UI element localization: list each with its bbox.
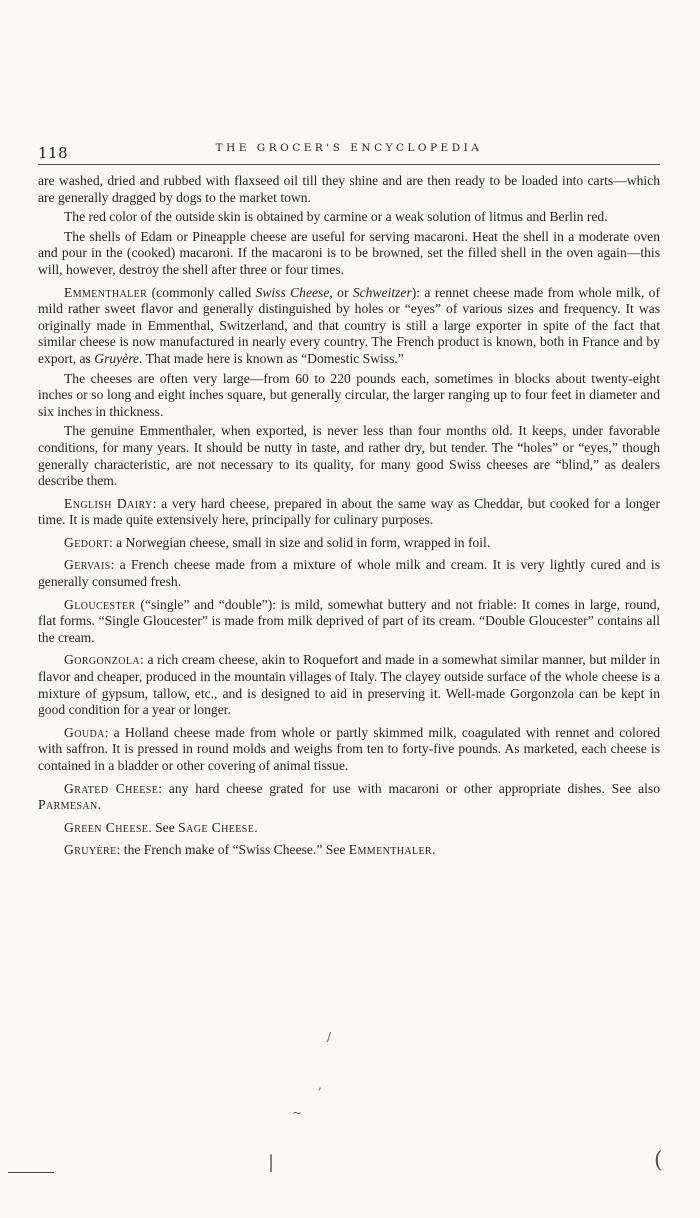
paragraph: The cheeses are often very large—from 60 to 220 pounds each, sometimes in blocks about twenty-eight inches or so long and eight inches square, but generally circular, the larger ranging up to four feet in diameter and six inches in thickness. [38, 370, 660, 419]
entry-term: Gervais [64, 557, 111, 573]
entry-grated-cheese: Grated Cheese: any hard cheese grated for use with macaroni or other appropriate dishes. See also Parmesan. [38, 780, 660, 813]
entry-emmenthaler: Emmenthaler (commonly called Swiss Cheese, or Schweitzer): a rennet cheese made from whole milk, of mild rather sweet flavor and generally distinguished by holes or “eyes” of various sizes and frequency. It was originally made in Emmenthal, Switzerland, and that country is still a large exporter in spite of the fact that similar cheese is now manufactured in nearly every country. The French product is known, both in France and by export, as Gruyère. That made here is known as “Domestic Swiss.” [38, 284, 660, 366]
entry-term: Gruyère [64, 842, 117, 858]
entry-term: Gedort [64, 534, 109, 550]
entry-term: Emmenthaler [64, 284, 148, 300]
entry-term: Grated Cheese [64, 780, 159, 796]
paragraph: The red color of the outside skin is obtained by carmine or a weak solution of litmus and Berlin red. [64, 209, 608, 225]
book-page [38, 138, 660, 862]
entry-term: English Dairy [64, 495, 153, 511]
page-edge-rule [8, 1172, 54, 1173]
entry-gruyere: Gruyère: the French make of “Swiss Cheese.” See Emmenthaler. [64, 842, 436, 858]
entry-gouda: Gouda: a Holland cheese made from whole or partly skimmed milk, coagulated with rennet and colored with saffron. It is pressed in round molds and weighs from ten to forty-five pounds. As marketed, each cheese is contained in a bladder or other covering of animal tissue. [38, 724, 660, 773]
entry-green-cheese: Green Cheese. See Sage Cheese. [64, 819, 258, 835]
paragraph: The genuine Emmenthaler, when exported, is never less than four months old. It keeps, under favorable conditions, for many years. It should be nutty in taste, and rather dry, but tender. The “holes” or “eyes,” though generally characteristic, are not necessary to its quality, for many good Swiss cheeses are “blind,” as dealers describe them. [38, 423, 660, 489]
entry-term: Gloucester [64, 596, 136, 612]
entry-term: Green Cheese [64, 819, 149, 835]
scan-speck: | [268, 1152, 275, 1173]
entry-term: Gouda [64, 724, 105, 740]
scan-speck: , [318, 1078, 322, 1092]
paragraph: The shells of Edam or Pineapple cheese are useful for serving macaroni. Heat the shell in a moderate oven and pour in the (cooked) macaroni. If the macaroni is to be browned, set the filled shell in the oven again—this will, however, destroy the shell after three or four times. [38, 228, 660, 277]
cross-reference: Sage Cheese [178, 819, 255, 835]
page-header [38, 138, 660, 165]
scan-speck: / [327, 1030, 332, 1044]
entry-gervais: Gervais: a French cheese made from a mixture of whole milk and cream. It is very lightly cured and is generally consumed fresh. [38, 557, 660, 590]
entry-english-dairy: English Dairy: a very hard cheese, prepared in about the same way as Cheddar, but cooked for a longer time. It is made quite extensively here, principally for culinary purposes. [38, 495, 660, 528]
entry-gorgonzola: Gorgonzola: a rich cream cheese, akin to Roquefort and made in a somewhat similar manner, but milder in flavor and cheaper, produced in the mountain villages of Italy. The clayey outside surface of the whole cheese is a mixture of gypsum, tallow, etc., and is designed to aid in preserving it. Well-made Gorgonzola can be kept in good condition for a year or longer. [38, 652, 660, 718]
entry-gedort: Gedort: a Norwegian cheese, small in size and solid in form, wrapped in foil. [64, 534, 491, 550]
scan-speck: ( [654, 1148, 663, 1173]
paragraph: are washed, dried and rubbed with flaxseed oil till they shine and are then ready to be loaded into carts—which are generally dragged by dogs to the market town. [38, 173, 660, 205]
entry-gloucester: Gloucester (“single” and “double”): is mild, somewhat buttery and not friable: It comes in large, round, flat forms. “Single Gloucester” is made from milk deprived of part of its cream. “Double Gloucester” contains all the cream. [38, 596, 660, 645]
entry-term: Gorgonzola [64, 652, 141, 668]
cross-reference: Emmenthaler [348, 842, 433, 858]
page-number: 118 [38, 144, 69, 162]
running-title: THE GROCER'S ENCYCLOPEDIA [215, 142, 483, 154]
cross-reference: Parmesan [38, 797, 98, 813]
scan-speck: ~ [292, 1106, 303, 1120]
